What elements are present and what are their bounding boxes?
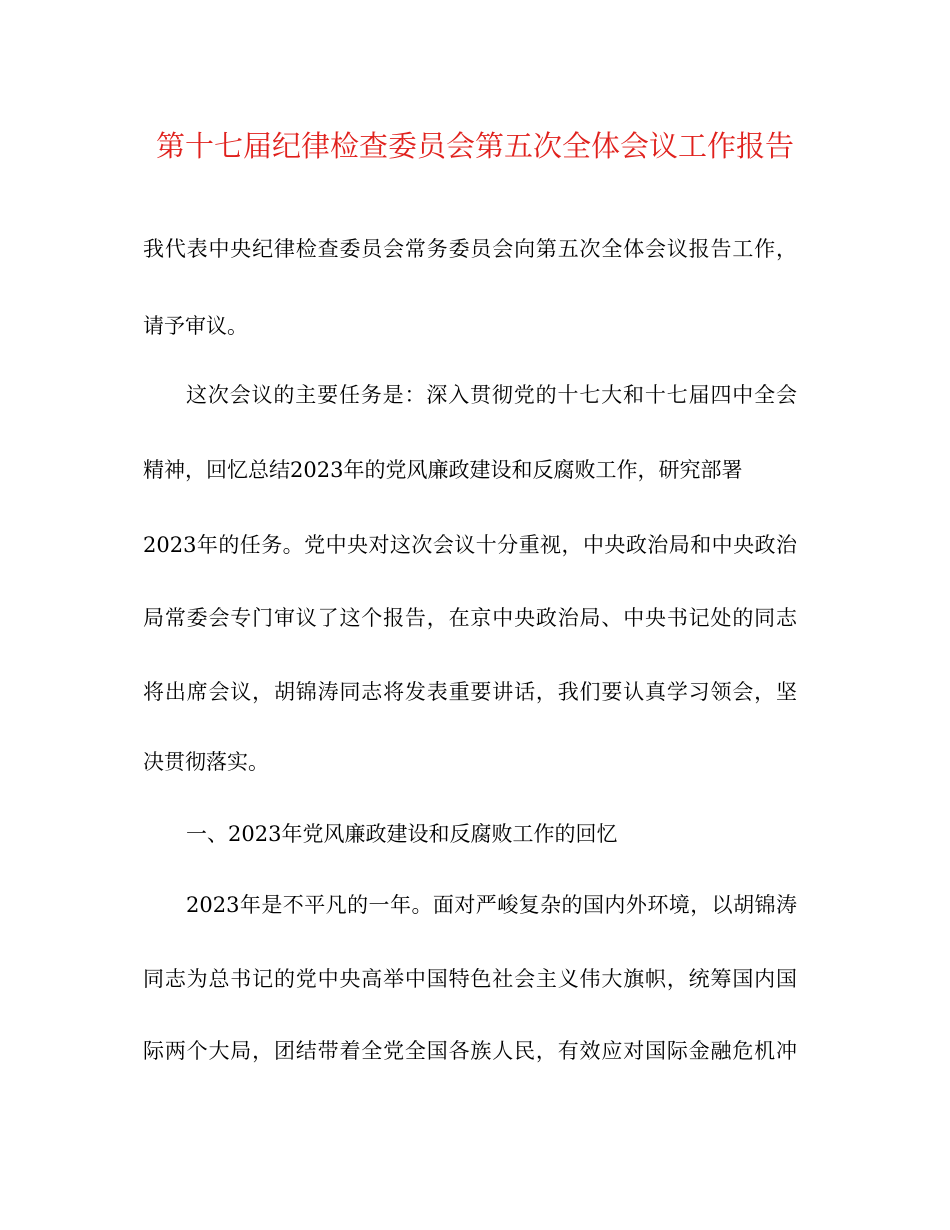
- body-line-5: 2023年的任务。党中央对这次会议十分重视，中央政治局和中央政治: [143, 533, 797, 557]
- body-line-1: 我代表中央纪律检查委员会常务委员会向第五次全体会议报告工作，: [143, 237, 797, 261]
- body-line-10: 2023年是不平凡的一年。面对严峻复杂的国内外环境，以胡锦涛: [186, 893, 797, 917]
- body-line-6: 局常委会专门审议了这个报告，在京中央政治局、中央书记处的同志: [143, 606, 797, 630]
- body-line-11: 同志为总书记的党中央高举中国特色社会主义伟大旗帜，统筹国内国: [143, 967, 797, 991]
- body-line-2: 请予审议。: [143, 314, 248, 338]
- section-heading-1: 一、2023年党风廉政建设和反腐败工作的回忆: [186, 822, 618, 846]
- document-title: 第十七届纪律检查委员会第五次全体会议工作报告: [155, 129, 794, 163]
- body-line-12: 际两个大局，团结带着全党全国各族人民，有效应对国际金融危机冲: [143, 1039, 797, 1063]
- body-line-4: 精神，回忆总结2023年的党风廉政建设和反腐败工作，研究部署: [143, 458, 743, 482]
- body-line-3: 这次会议的主要任务是：深入贯彻党的十七大和十七届四中全会: [186, 383, 797, 407]
- body-line-7: 将出席会议，胡锦涛同志将发表重要讲话，我们要认真学习领会，坚: [143, 680, 797, 704]
- body-line-8: 决贯彻落实。: [143, 750, 269, 774]
